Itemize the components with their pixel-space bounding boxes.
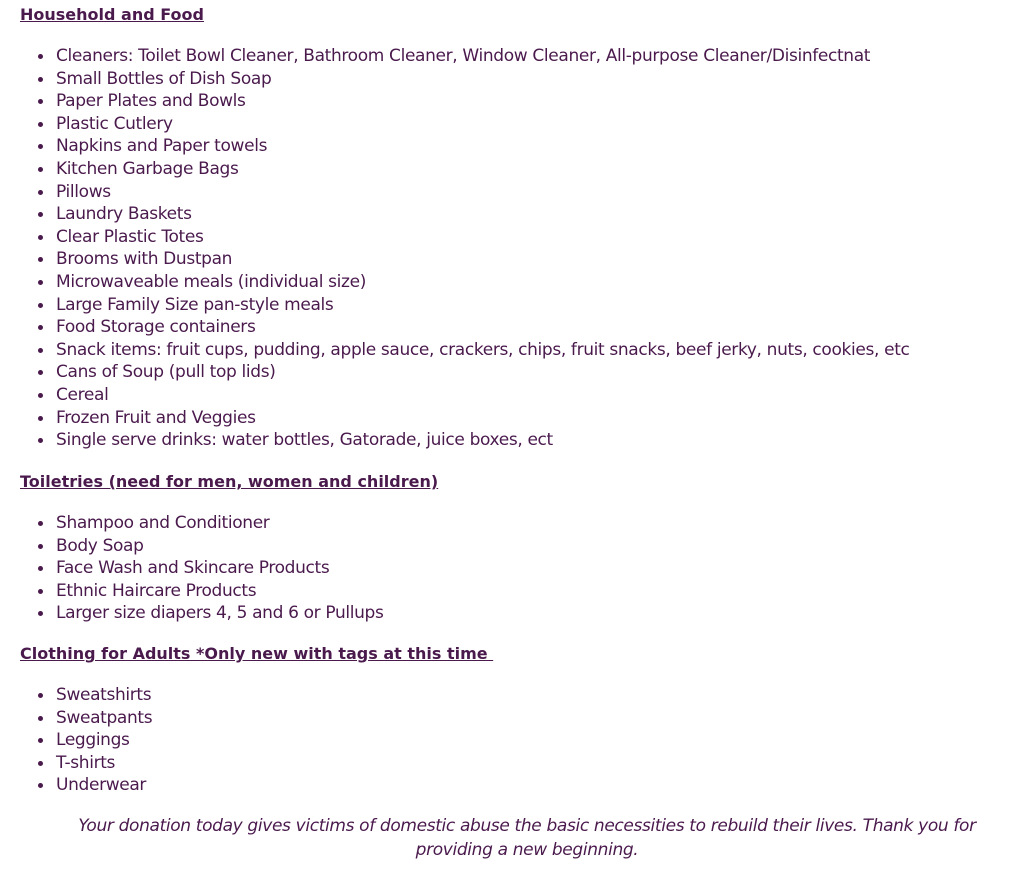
list-item: Napkins and Paper towels <box>20 135 910 158</box>
list-item: Small Bottles of Dish Soap <box>20 68 910 91</box>
list-item: Kitchen Garbage Bags <box>20 158 910 181</box>
item-list <box>20 45 910 452</box>
list-item: Microwaveable meals (individual size) <box>20 271 910 294</box>
list-item: Paper Plates and Bowls <box>20 90 910 113</box>
list-item: Frozen Fruit and Veggies <box>20 407 910 430</box>
list-item: Larger size diapers 4, 5 and 6 or Pullups <box>20 602 384 625</box>
list-item: Cans of Soup (pull top lids) <box>20 361 910 384</box>
closing-message: Your donation today gives victims of domestic abuse the basic necessities to rebuild their lives. Thank you for providing a new beginning. <box>78 816 976 860</box>
list-item: Cleaners: Toilet Bowl Cleaner, Bathroom Cleaner, Window Cleaner, All-purpose Cleaner/Disinfectnat <box>20 45 910 68</box>
section-heading: Clothing for Adults *Only new with tags at this time <box>20 644 494 663</box>
section-clothing-for-adults <box>20 644 1014 796</box>
list-item: Sweatshirts <box>20 684 152 707</box>
list-item: Ethnic Haircare Products <box>20 580 384 603</box>
section-toiletries <box>20 472 1014 624</box>
item-list <box>20 684 152 797</box>
list-item: Sweatpants <box>20 707 152 730</box>
list-item: Face Wash and Skincare Products <box>20 557 384 580</box>
list-item: Underwear <box>20 774 152 797</box>
list-item: Brooms with Dustpan <box>20 248 910 271</box>
list-item: Snack items: fruit cups, pudding, apple sauce, crackers, chips, fruit snacks, beef jerky, nuts, cookies, etc <box>20 339 910 362</box>
list-item: Clear Plastic Totes <box>20 226 910 249</box>
list-item: Leggings <box>20 729 152 752</box>
list-item: Single serve drinks: water bottles, Gatorade, juice boxes, ect <box>20 429 910 452</box>
list-item: Pillows <box>20 181 910 204</box>
section-household-and-food <box>20 5 1014 451</box>
list-item: Shampoo and Conditioner <box>20 512 384 535</box>
list-item: Body Soap <box>20 535 384 558</box>
list-item: Cereal <box>20 384 910 407</box>
section-heading: Toiletries (need for men, women and children) <box>20 472 439 491</box>
section-heading: Household and Food <box>20 5 204 24</box>
list-item: Plastic Cutlery <box>20 113 910 136</box>
item-list <box>20 512 384 625</box>
list-item: Large Family Size pan-style meals <box>20 294 910 317</box>
list-item: Laundry Baskets <box>20 203 910 226</box>
list-item: T-shirts <box>20 752 152 775</box>
list-item: Food Storage containers <box>20 316 910 339</box>
